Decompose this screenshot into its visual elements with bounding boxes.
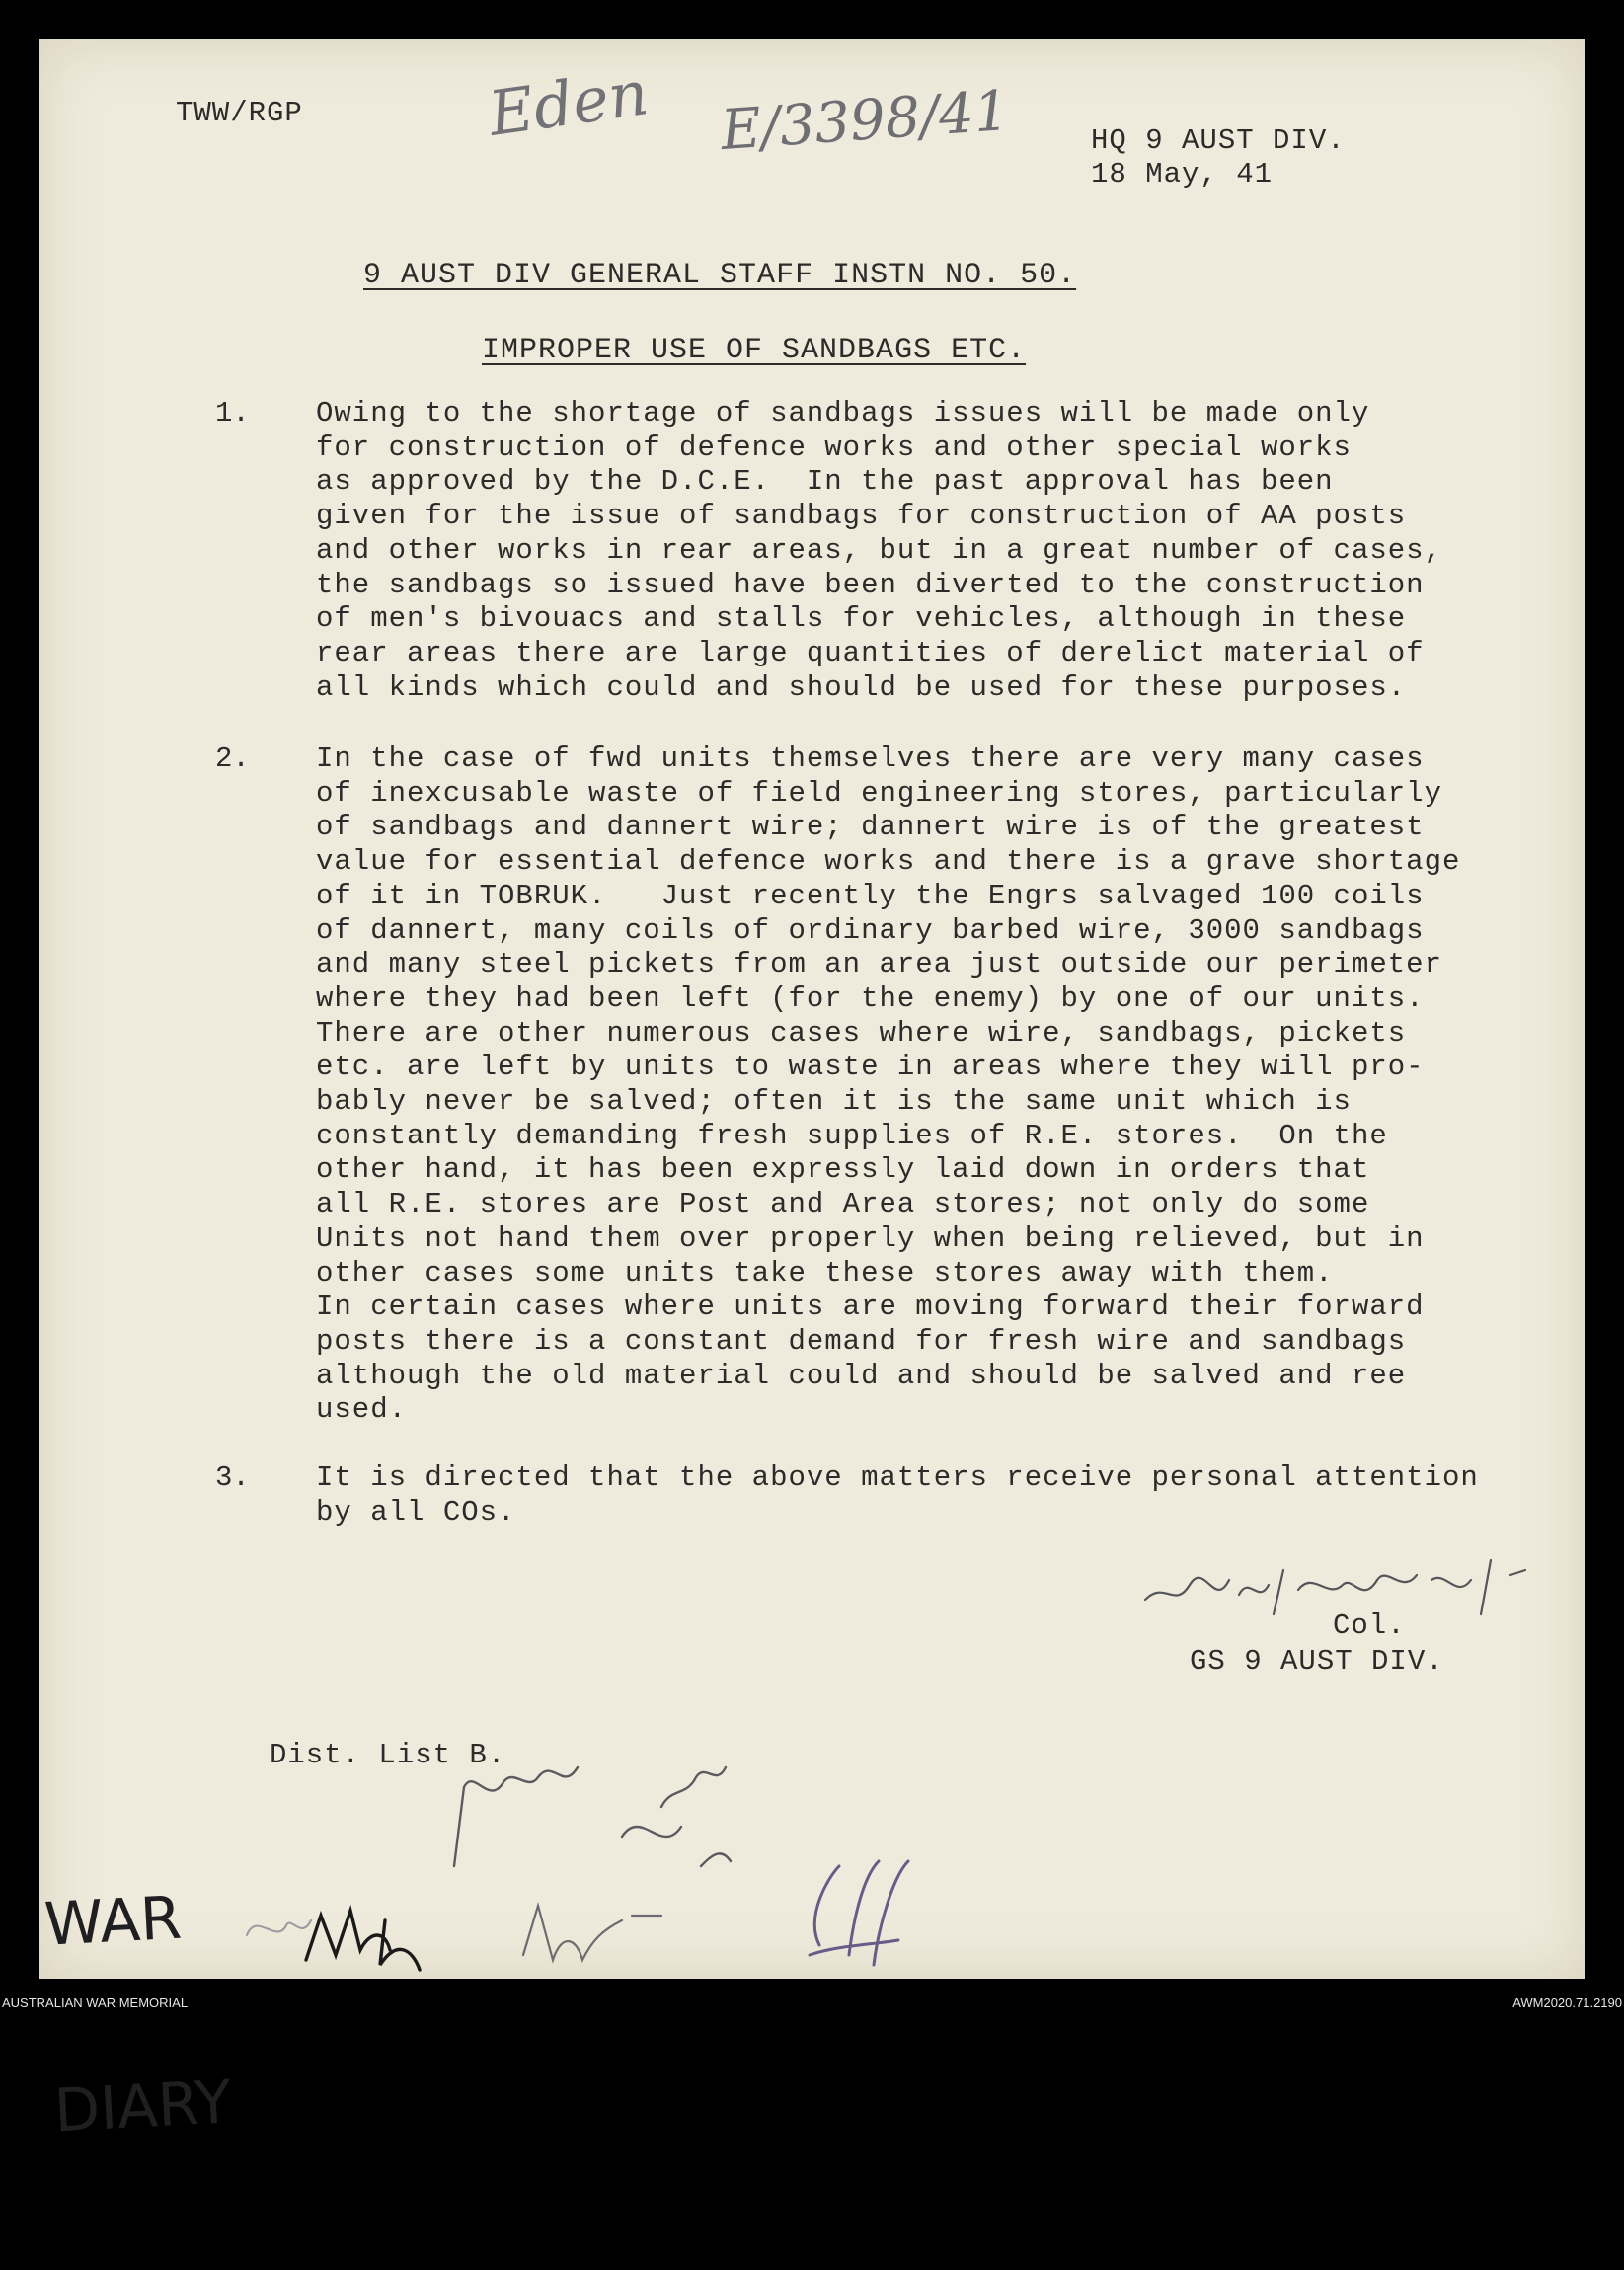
paragraph-line: In the case of fwd units themselves there are very many cases	[316, 743, 1425, 775]
paragraph-line: other hand, it has been expressly laid down in orders that	[316, 1153, 1370, 1187]
signatory-appointment: GS 9 AUST DIV.	[1190, 1645, 1444, 1678]
paragraph-line: posts there is a constant demand for fresh wire and sandbags	[316, 1324, 1407, 1358]
pencil-initials	[513, 1886, 691, 1975]
paragraph-line: It is directed that the above matters receive personal attention	[316, 1461, 1479, 1494]
war-diary-note	[37, 1761, 240, 2268]
hq-heading: HQ 9 AUST DIV.	[1091, 124, 1346, 157]
paragraph-line: bably never be salved; often it is the same unit which is	[316, 1085, 1352, 1119]
paragraph-line: although the old material could and should be salved and ree	[316, 1359, 1407, 1392]
paragraph-line: of men's bivouacs and stalls for vehicles, although in these	[316, 602, 1407, 636]
paragraph-line: etc. are left by units to waste in areas where they will pro-	[316, 1051, 1425, 1084]
signatory-rank: Col.	[1333, 1609, 1406, 1642]
paragraph-number: 1.	[215, 397, 250, 430]
paragraph-line: all R.E. stores are Post and Area stores; not only do some	[316, 1188, 1370, 1221]
paragraph-3	[316, 1461, 1479, 1529]
instruction-title: 9 AUST DIV GENERAL STAFF INSTN NO. 50.	[363, 259, 1077, 292]
paragraph-number: 3.	[215, 1461, 250, 1494]
paragraph-2	[316, 743, 1460, 1428]
violet-initials	[790, 1837, 938, 1985]
paragraph-line: and other works in rear areas, but in a great number of cases,	[316, 533, 1442, 567]
footer-left: AUSTRALIAN WAR MEMORIAL	[2, 1996, 189, 2010]
paragraph-line: value for essential defence works and there is a grave shortage	[316, 845, 1461, 879]
paragraph-line: Units not hand them over properly when being relieved, but in	[316, 1221, 1425, 1255]
footer-right: AWM2020.71.2190	[1512, 1996, 1622, 2010]
paragraph-line: and many steel pickets from an area just outside our perimeter	[316, 948, 1442, 981]
paragraph-line: used.	[316, 1393, 408, 1427]
war-diary-line: WAR	[42, 1883, 184, 1960]
paragraph-line: as approved by the D.C.E. In the past approval has been	[316, 465, 1334, 499]
paragraph-line: of it in TOBRUK. Just recently the Engrs salvaged 100 coils	[316, 879, 1425, 912]
instruction-subtitle: IMPROPER USE OF SANDBAGS ETC.	[482, 334, 1027, 367]
paragraph-line: Owing to the shortage of sandbags issues will be made only	[316, 397, 1370, 430]
war-diary-line: DIARY	[52, 2068, 234, 2147]
paragraph-line: given for the issue of sandbags for construction of AA posts	[316, 500, 1407, 533]
paragraph-line: for construction of defence works and other special works	[316, 431, 1352, 464]
distribution-list: Dist. List B.	[270, 1739, 506, 1771]
paragraph-line: the sandbags so issued have been diverted to the construction	[316, 568, 1425, 601]
paragraph-number: 2.	[215, 743, 250, 775]
paragraph-line: There are other numerous cases where wire, sandbags, pickets	[316, 1016, 1407, 1050]
paragraph-line: of inexcusable waste of field engineering stores, particularly	[316, 776, 1442, 810]
file-number-stamp: E/3398/41	[719, 78, 1012, 164]
paragraph-line: where they had been left (for the enemy) by one of our units.	[316, 981, 1425, 1015]
paragraph-1	[316, 397, 1442, 705]
paragraph-line: of sandbags and dannert wire; dannert wire is of the greatest	[316, 811, 1425, 844]
paragraph-line: of dannert, many coils of ordinary barbed wire, 3000 sandbags	[316, 913, 1425, 947]
pencil-initials	[434, 1748, 810, 1896]
document-page	[2, 39, 1622, 2147]
paragraph-line: by all COs.	[316, 1495, 516, 1528]
paragraph-line: rear areas there are large quantities of derelict material of	[316, 636, 1425, 669]
paragraph-line: other cases some units take these stores away with them.	[316, 1256, 1334, 1290]
reference-code: TWW/RGP	[176, 97, 303, 129]
handwritten-name: Eden	[484, 56, 653, 150]
paragraph-line: all kinds which could and should be used for these purposes.	[316, 670, 1407, 704]
paragraph-line: In certain cases where units are moving forward their forward	[316, 1291, 1425, 1324]
paragraph-line: constantly demanding fresh supplies of R.E. stores. On the	[316, 1119, 1388, 1152]
document-date: 18 May, 41	[1091, 158, 1274, 191]
pencil-initials	[237, 1876, 494, 1975]
